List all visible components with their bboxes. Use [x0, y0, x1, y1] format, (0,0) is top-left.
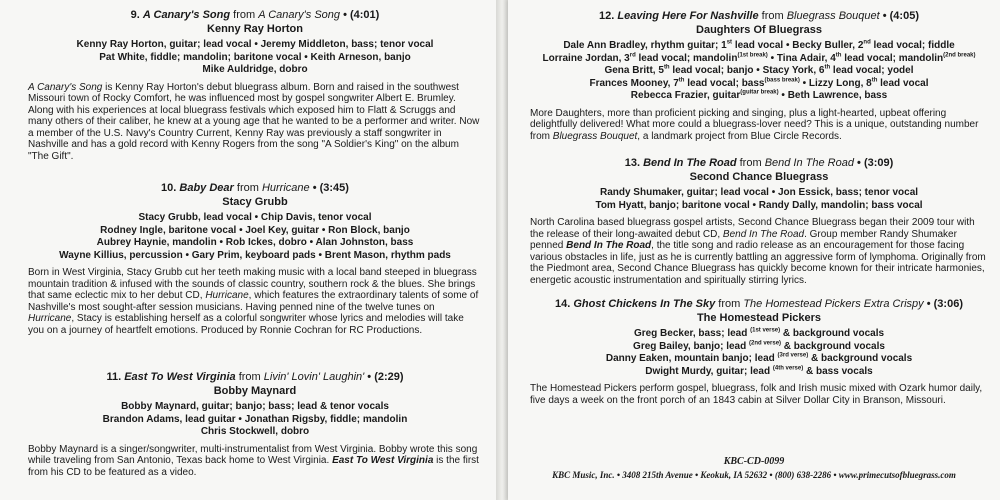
credit-line: Bobby Maynard, guitar; banjo; bass; lead & tenor vocals — [121, 401, 389, 412]
credits — [530, 328, 988, 378]
track-header: 14. Ghost Chickens In The Sky from The Homestead Pickers Extra Crispy • (3:06) — [555, 298, 963, 310]
track-13 — [508, 156, 1000, 286]
credits — [28, 212, 482, 262]
desc-album: Bluegrass Bouquet — [552, 130, 638, 142]
credit-line: Dale Ann Bradley, rhythm guitar; 1st lead vocal • Becky Buller, 2nd lead vocal; fiddle — [563, 39, 955, 51]
artist-name: The Homestead Pickers — [696, 312, 822, 324]
track-header: 10. Baby Dear from Hurricane • (3:45) — [161, 182, 349, 194]
album-name: The Homestead Pickers Extra Crispy — [743, 298, 924, 310]
credit-line: Gena Britt, 5th lead vocal; banjo • Stacy York, 6th lead vocal; yodel — [604, 64, 914, 76]
track-title: Baby Dear — [179, 182, 234, 194]
track-number: 11. — [106, 371, 122, 383]
track-description: The Homestead Pickers perform gospel, bluegrass, folk and Irish music mixed with Ozark humor daily, five days a week on the front porch of an 1843 cabin at Silver Dollar City in Branson, Missouri. — [530, 383, 983, 406]
from-label: from — [739, 157, 762, 169]
track-number: 10. — [161, 182, 177, 194]
track-number: 12. — [599, 10, 615, 22]
credit-line: Frances Mooney, 7th lead vocal; bass$^{(bass break)}$ • Lizzy Long, 8th lead vocal — [589, 77, 929, 89]
track-number: 9. — [130, 9, 140, 21]
label-address: KBC Music, Inc. • 3408 215th Avenue • Keokuk, IA 52632 • (800) 638-2286 • www.primecutsofbluegrass.com — [552, 470, 956, 480]
artist-name: Bobby Maynard — [213, 385, 297, 397]
credits — [28, 39, 482, 77]
catalog-number: KBC-CD-0099 — [723, 456, 785, 467]
track-header: 11. East To West Virginia from Livin' Lovin' Laughin' • (2:29) — [106, 371, 404, 383]
from-label: from — [236, 182, 259, 194]
credit-line: Danny Eaken, mountain banjo; lead $^{(3rd verse)}$ & background vocals — [605, 352, 913, 364]
from-label: from — [761, 10, 784, 22]
track-header: 12. Leaving Here For Nashville from Bluegrass Bouquet • (4:05) — [599, 10, 919, 22]
credit-line: Randy Shumaker, guitar; lead vocal • Jon Essick, bass; tenor vocal — [599, 187, 919, 198]
credit-line: Lorraine Jordan, 3rd lead vocal; mandolin$^{(1st break)}$ • Tina Adair, 4th lead vocal; mandolin$^{(2nd break)}$ — [542, 52, 976, 64]
right-page — [508, 0, 1000, 500]
track-number: 14. — [555, 298, 571, 310]
credit-line: Mike Auldridge, dobro — [202, 64, 308, 75]
credit-line: Dwight Murdy, guitar; lead $^{(4th verse)}$ & bass vocals — [645, 365, 873, 377]
credit-line: Wayne Killius, percussion • Gary Prim, keyboard pads • Brent Mason, rhythm pads — [59, 249, 451, 261]
album-name: Bluegrass Bouquet — [786, 10, 880, 22]
track-title: Bend In The Road — [643, 157, 737, 169]
desc-text: Bobby Maynard is a singer/songwriter, multi-instrumentalist from West Virginia. Bobby wrote this song while traveling from San Antonio, Texas back home to West Virginia. — [28, 443, 478, 466]
desc-text: is the first from his CD to be featured as a video. — [28, 455, 479, 478]
credit-line: Brandon Adams, lead guitar • Jonathan Rigsby, fiddle; mandolin — [102, 413, 408, 425]
desc-title: Bend In The Road — [566, 240, 652, 251]
track-description — [28, 444, 482, 479]
track-duration: (4:05) — [889, 10, 919, 22]
artist-name: Daughters Of Bluegrass — [696, 24, 822, 36]
track-description — [530, 108, 988, 143]
track-title: East To West Virginia — [124, 371, 236, 383]
desc-title: East To West Virginia — [332, 455, 434, 466]
album-name: A Canary's Song — [258, 9, 341, 21]
desc-text: , which features the extraordinary talents of some of Nashville's most sought-after session musicians. Having penned nine of the twelve tunes on — [28, 290, 479, 313]
track-11 — [0, 370, 496, 478]
credits — [28, 401, 482, 439]
track-header: 9. A Canary's Song from A Canary's Song • (4:01) — [130, 9, 380, 21]
credit-line: Chris Stockwell, dobro — [200, 426, 310, 437]
credit-line: Pat White, fiddle; mandolin; baritone vocal • Keith Arneson, banjo — [99, 51, 411, 63]
track-duration: (2:29) — [374, 371, 404, 383]
credit-line: Rebecca Frazier, guitar$^{(guitar break)}$ • Beth Lawrence, bass — [630, 89, 888, 101]
track-header: 13. Bend In The Road from Bend In The Road • (3:09) — [624, 157, 894, 169]
desc-album: Hurricane — [205, 290, 249, 301]
desc-text: Born in West Virginia, Stacy Grubb cut her teeth making music with a local band steeped in bluegrass mountain tradition & infused with the sounds of classic country, southern rock & the blues. She brings that same eclectic mix to her debut CD, — [28, 267, 477, 301]
track-duration: (3:06) — [933, 298, 963, 310]
track-title: A Canary's Song — [142, 9, 231, 21]
desc-text: . Group member Randy Shumaker penned — [530, 228, 957, 251]
credit-line: Stacy Grubb, lead vocal • Chip Davis, tenor vocal — [138, 212, 372, 223]
artist-name: Second Chance Bluegrass — [689, 171, 829, 183]
page-gutter — [496, 0, 508, 500]
track-description — [28, 267, 482, 336]
credits — [530, 40, 988, 103]
album-name: Hurricane — [261, 182, 310, 194]
track-9 — [0, 8, 496, 162]
desc-text: is Kenny Ray Horton's debut bluegrass album. Born and raised in the southwest Missouri town of Rocky Comfort, he was influenced most by gospel songwriter Albert E. Brumley. Along with his experiences at local bluegrass festivals which exposed him to Flatt & Scruggs and many others of their caliber, he knew at a young age that he wanted to be a performer and writer. Now a member of the U.S. Navy's Country Current, Kenny Ray was previously a staff songwriter in Nashville and has a gold record with Kenny Rogers from the song "A Soldier's King" on the album "The Gift". — [28, 81, 480, 162]
credit-line: Aubrey Haynie, mandolin • Rob Ickes, dobro • Alan Johnston, bass — [96, 237, 414, 248]
desc-album: Bend In The Road — [722, 228, 805, 240]
desc-album: A Canary's Song — [28, 81, 103, 93]
album-name: Bend In The Road — [764, 157, 854, 169]
track-number: 13. — [624, 157, 640, 169]
track-12 — [508, 9, 1000, 142]
desc-album: Hurricane — [28, 313, 72, 324]
track-duration: (3:45) — [319, 182, 349, 194]
track-duration: (4:01) — [349, 9, 380, 21]
track-description — [530, 217, 988, 286]
desc-text: North Carolina based bluegrass gospel artists, Second Chance Bluegrass began their 2009 tour with the release of their long-awaited debut CD, — [530, 217, 975, 240]
track-10 — [0, 181, 496, 336]
from-label: from — [718, 298, 741, 310]
credit-line: Greg Bailey, banjo; lead $^{(2nd verse)}$ & background vocals — [633, 340, 885, 352]
credit-line: Rodney Ingle, baritone vocal • Joel Key, guitar • Ron Block, banjo — [100, 224, 410, 236]
track-14 — [508, 297, 1000, 406]
album-name: Livin' Lovin' Laughin' — [263, 371, 365, 383]
artist-name: Stacy Grubb — [222, 196, 288, 208]
track-title: Leaving Here For Nashville — [617, 10, 759, 22]
track-duration: (3:09) — [863, 157, 894, 169]
credits — [530, 187, 988, 212]
from-label: from — [233, 9, 256, 21]
credit-line: Greg Becker, bass; lead $^{(1st verse)}$ & background vocals — [633, 327, 885, 339]
desc-text: , Stacy is establishing herself as a colorful songwriter whose lyrics and melodies will take you on a journey of heartfelt emotions. Produced by Ronnie Cochran for RC Productions. — [28, 313, 464, 336]
desc-text: More Daughters, more than proficient picking and singing, plus a light-hearted, upbeat offering delightfully delivered! What more could a bluegrass-lover need? This is a unique, outstanding number from — [530, 107, 979, 142]
left-page — [0, 0, 496, 500]
desc-text: , a landmark project from Blue Circle Records. — [637, 130, 842, 142]
credit-line: Kenny Ray Horton, guitar; lead vocal • Jeremy Middleton, bass; tenor vocal — [76, 39, 434, 50]
track-description — [28, 82, 482, 163]
desc-text: , the title song and radio release as an encouragement for those facing various obstacles in life, just as he is currently battling an aggressive form of lymphoma. Originally from the Piedmont area, Second Chance Bluegrass has quickly become known for their intricate harmonies, energetic acoustic instrumentation and spiritually stirring lyrics. — [530, 240, 986, 286]
artist-name: Kenny Ray Horton — [207, 23, 303, 35]
from-label: from — [238, 371, 261, 383]
track-title: Ghost Chickens In The Sky — [573, 298, 716, 310]
credit-line: Tom Hyatt, banjo; baritone vocal • Randy Dally, mandolin; bass vocal — [595, 199, 923, 211]
